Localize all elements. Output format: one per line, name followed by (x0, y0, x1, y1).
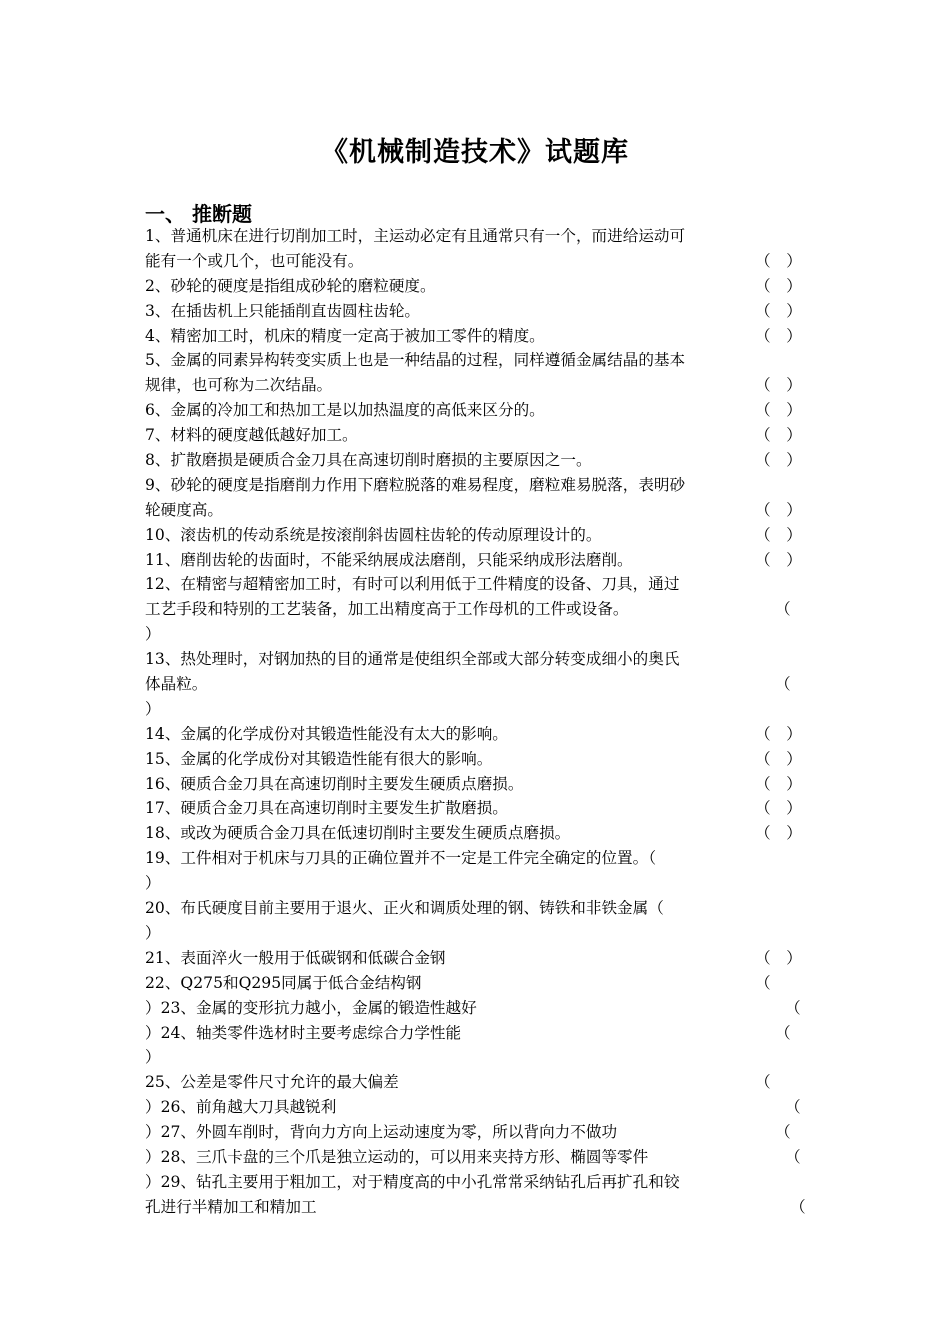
question-line (145, 647, 807, 672)
question-text: ）24、轴类零件选材时主要考虑综合力学性能 (145, 1023, 462, 1042)
question-text: 9、砂轮的硬度是指磨削力作用下磨粒脱落的难易程度，磨粒难易脱落，表明砂 (145, 475, 686, 494)
question-line (145, 1021, 807, 1046)
question-line (145, 722, 807, 747)
question-text: 7、材料的硬度越低越好加工。 (145, 426, 358, 445)
question-line (145, 1145, 807, 1170)
answer-bracket: （ ） (755, 376, 802, 395)
question-line (145, 398, 807, 423)
section-heading: 一、 推断题 (145, 202, 252, 226)
answer-bracket: （ ） (755, 500, 802, 519)
question-text: 6、金属的冷加工和热加工是以加热温度的高低来区分的。 (145, 401, 545, 420)
answer-bracket: （ (775, 675, 791, 694)
question-text: 13、热处理时，对钢加热的目的通常是使组织全部或大部分转变成细小的奥氏 (145, 650, 680, 669)
question-text: ）29、钻孔主要用于粗加工，对于精度高的中小孔常常采纳钻孔后再扩孔和铰 (145, 1172, 680, 1191)
question-line (145, 224, 807, 249)
answer-bracket: （ ） (755, 824, 802, 843)
answer-bracket: （ ） (755, 451, 802, 470)
question-line (145, 348, 807, 373)
page-title: 《机械制造技术》试题库 (321, 137, 629, 168)
question-text: 21、表面淬火一般用于低碳钢和低碳合金钢 (145, 948, 446, 967)
question-text: 12、在精密与超精密加工时，有时可以利用低于工件精度的设备、刀具，通过 (145, 575, 680, 594)
answer-bracket: （ ） (755, 426, 802, 445)
answer-bracket: （ (755, 973, 771, 992)
question-text: 20、布氏硬度目前主要用于退火、正火和调质处理的钢、铸铁和非铁金属（ (145, 899, 664, 918)
question-line (145, 249, 807, 274)
question-text: 体晶粒。 (145, 675, 208, 694)
answer-bracket: （ ） (755, 401, 802, 420)
question-text: ）28、三爪卡盘的三个爪是独立运动的，可以用来夹持方形、椭圆等零件 (145, 1147, 649, 1166)
question-line (145, 747, 807, 772)
question-line (145, 423, 807, 448)
question-text: 工艺手段和特别的工艺装备，加工出精度高于工作母机的工件或设备。 (145, 600, 629, 619)
answer-bracket: （ (790, 1197, 806, 1216)
question-text: 14、金属的化学成份对其锻造性能没有太大的影响。 (145, 724, 508, 743)
question-line (145, 796, 807, 821)
question-text: 3、在插齿机上只能插削直齿圆柱齿轮。 (145, 301, 421, 320)
answer-bracket: （ ） (755, 749, 802, 768)
question-line (145, 324, 807, 349)
answer-bracket: （ ） (755, 948, 802, 967)
question-line (145, 1070, 807, 1095)
question-text: 22、Q275和Q295同属于低合金结构钢 (145, 973, 422, 992)
answer-bracket: （ ） (755, 276, 802, 295)
question-line (145, 299, 807, 324)
question-text: 19、工件相对于机床与刀具的正确位置并不一定是工件完全确定的位置。（ (145, 849, 657, 868)
question-text: ） (145, 625, 161, 644)
question-line (145, 871, 807, 896)
question-line (145, 572, 807, 597)
question-text: 1、普通机床在进行切削加工时，主运动必定有且通常只有一个，而进给运动可 (145, 227, 686, 245)
question-line (145, 548, 807, 573)
question-text: ）23、金属的变形抗力越小，金属的锻造性越好 (145, 998, 477, 1017)
question-line (145, 772, 807, 797)
question-line (145, 597, 807, 622)
answer-bracket: （ (785, 1147, 801, 1166)
answer-bracket: （ ） (755, 525, 802, 544)
question-line (145, 448, 807, 473)
question-line (145, 971, 807, 996)
question-text: 17、硬质合金刀具在高速切削时主要发生扩散磨损。 (145, 799, 508, 818)
question-line (145, 672, 807, 697)
question-text: 规律，也可称为二次结晶。 (145, 376, 333, 395)
question-text: 16、硬质合金刀具在高速切削时主要发生硬质点磨损。 (145, 774, 524, 793)
question-text: 2、砂轮的硬度是指组成砂轮的磨粒硬度。 (145, 276, 436, 295)
question-text: 能有一个或几个，也可能没有。 (145, 251, 364, 270)
question-line (145, 498, 807, 523)
answer-bracket: （ (785, 1098, 801, 1117)
answer-bracket: （ ） (755, 326, 802, 345)
question-line (145, 622, 807, 647)
question-line (145, 1195, 807, 1220)
answer-bracket: （ (775, 600, 791, 619)
question-text: 8、扩散磨损是硬质合金刀具在高速切削时磨损的主要原因之一。 (145, 451, 592, 470)
answer-bracket: （ ） (755, 301, 802, 320)
question-line (145, 821, 807, 846)
question-line (145, 1095, 807, 1120)
question-line (145, 1045, 807, 1070)
answer-bracket: （ (755, 1073, 771, 1092)
answer-bracket: （ (775, 1123, 791, 1142)
question-text: 孔进行半精加工和精加工 (145, 1197, 317, 1216)
question-text: 4、精密加工时，机床的精度一定高于被加工零件的精度。 (145, 326, 545, 345)
question-line (145, 373, 807, 398)
question-line (145, 523, 807, 548)
question-text: ）27、外圆车削时，背向力方向上运动速度为零，所以背向力不做功 (145, 1123, 618, 1142)
answer-bracket: （ (785, 998, 801, 1017)
question-text: ） (145, 699, 161, 718)
question-line (145, 996, 807, 1021)
question-line (145, 1170, 807, 1195)
question-line (145, 473, 807, 498)
question-text: 25、公差是零件尺寸允许的最大偏差 (145, 1073, 399, 1092)
question-text: ） (145, 874, 161, 893)
question-text: ） (145, 1048, 161, 1067)
question-text: 11、磨削齿轮的齿面时，不能采纳展成法磨削，只能采纳成形法磨削。 (145, 550, 633, 569)
question-list (145, 224, 807, 1220)
question-text: 轮硬度高。 (145, 500, 223, 519)
question-text: ） (145, 923, 161, 942)
question-line (145, 846, 807, 871)
question-line (145, 946, 807, 971)
answer-bracket: （ (775, 1023, 791, 1042)
question-text: ）26、前角越大刀具越锐利 (145, 1098, 337, 1117)
question-line (145, 921, 807, 946)
question-line (145, 896, 807, 921)
answer-bracket: （ ） (755, 799, 802, 818)
question-line (145, 1120, 807, 1145)
answer-bracket: （ ） (755, 774, 802, 793)
question-line (145, 697, 807, 722)
question-text: 10、滚齿机的传动系统是按滚削斜齿圆柱齿轮的传动原理设计的。 (145, 525, 602, 544)
answer-bracket: （ ） (755, 724, 802, 743)
question-text: 18、或改为硬质合金刀具在低速切削时主要发生硬质点磨损。 (145, 824, 571, 843)
answer-bracket: （ ） (755, 251, 802, 270)
question-text: 5、金属的同素异构转变实质上也是一种结晶的过程，同样遵循金属结晶的基本 (145, 351, 686, 370)
question-line (145, 274, 807, 299)
question-text: 15、金属的化学成份对其锻造性能有很大的影响。 (145, 749, 493, 768)
answer-bracket: （ ） (755, 550, 802, 569)
